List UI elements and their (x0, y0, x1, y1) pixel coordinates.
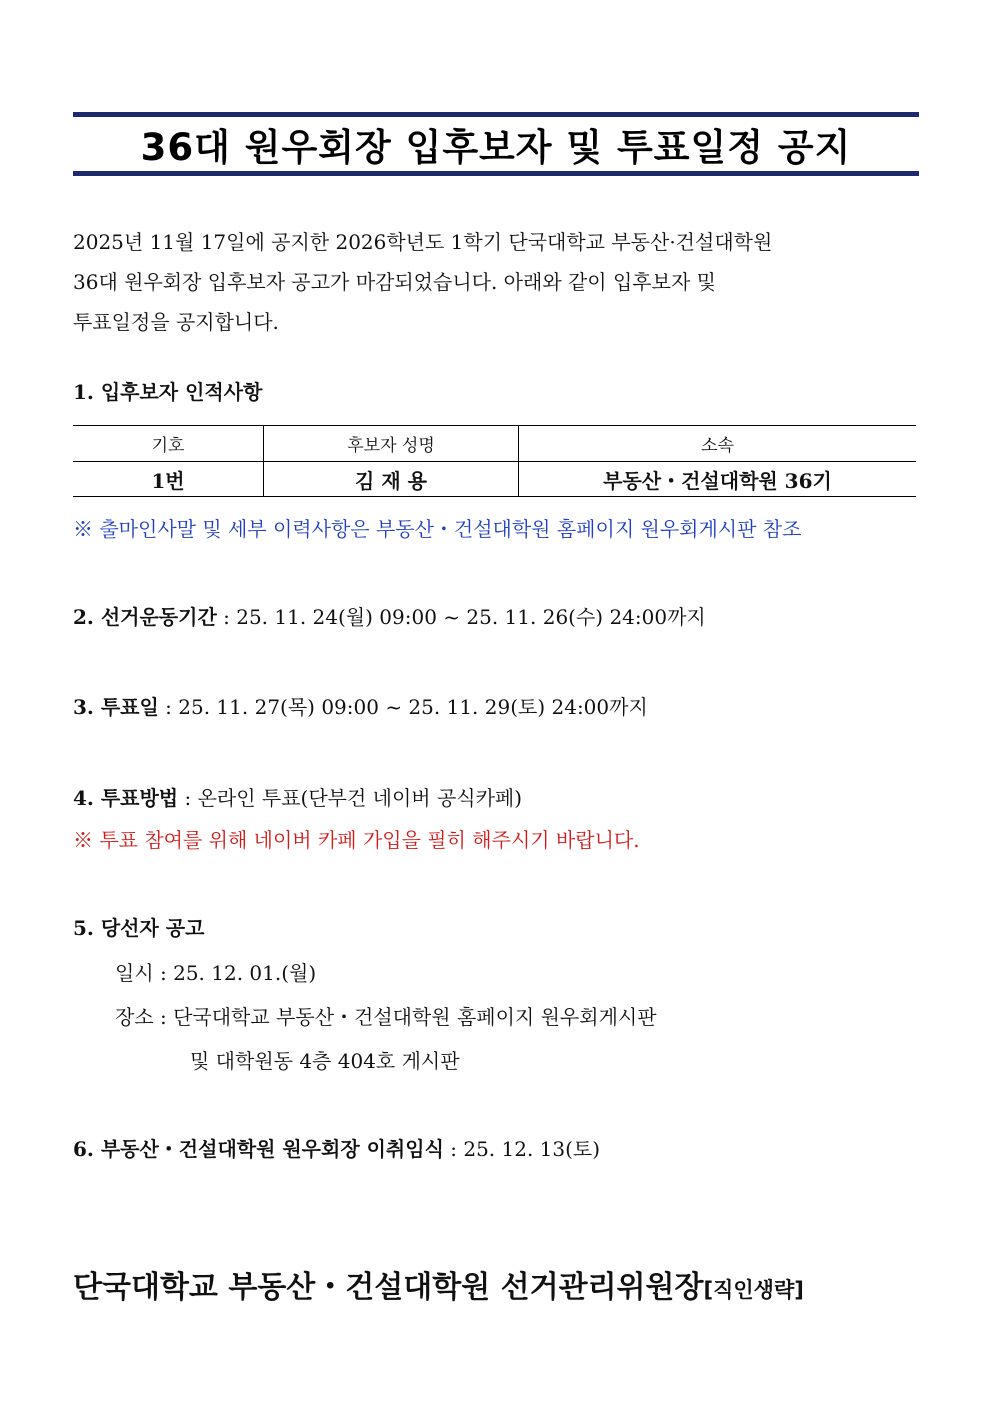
intro-paragraph (73, 222, 923, 342)
announcement-place: 장소 : 단국대학교 부동산・건설대학원 홈페이지 원우회게시판 (115, 1005, 657, 1029)
announcement-date: 일시 : 25. 12. 01.(월) (115, 961, 317, 985)
page-title: 36대 원우회장 입후보자 및 투표일정 공지 (140, 126, 852, 169)
table-row (73, 462, 916, 497)
candidate-name: 김 재 용 (264, 462, 519, 497)
section3-voting-date: 3. 투표일 : 25. 11. 27(목) 09:00 ~ 25. 11. 29(토) 24:00까지 (73, 695, 648, 719)
section4-voting-method: 4. 투표방법 : 온라인 투표(단부건 네이버 공식카페) (73, 786, 523, 810)
section1-heading: 1. 입후보자 인적사항 (73, 380, 263, 404)
table-header-name: 후보자 성명 (264, 426, 519, 462)
table-header-affiliation: 소속 (519, 426, 917, 462)
intro-line: 투표일정을 공지합니다. (73, 310, 279, 334)
section2-campaign-period: 2. 선거운동기간 : 25. 11. 24(월) 09:00 ~ 25. 11. 26(수) 24:00까지 (73, 605, 706, 629)
candidate-number: 1번 (73, 462, 264, 497)
candidate-affiliation: 부동산・건설대학원 36기 (519, 462, 917, 497)
section6-inauguration: 6. 부동산・건설대학원 원우회장 이취임식 : 25. 12. 13(토) (73, 1137, 601, 1161)
table-header-number: 기호 (73, 426, 264, 462)
title-banner (73, 112, 919, 176)
profile-note: ※ 출마인사말 및 세부 이력사항은 부동산・건설대학원 홈페이지 원우회게시판 참조 (73, 517, 802, 541)
issuer-signature (73, 1262, 804, 1306)
seal-omitted: [직인생략] (703, 1278, 804, 1302)
intro-line: 36대 원우회장 입후보자 공고가 마감되었습니다. 아래와 같이 입후보자 및 (73, 270, 716, 294)
intro-line: 2025년 11월 17일에 공지한 2026학년도 1학기 단국대학교 부동산·건설대학원 (73, 230, 773, 254)
issuer-name: 단국대학교 부동산・건설대학원 선거관리위원장 (73, 1270, 704, 1305)
section5-heading: 5. 당선자 공고 (73, 916, 205, 940)
announcement-place-cont: 및 대학원동 4층 404호 게시판 (190, 1049, 460, 1073)
candidate-table (73, 425, 916, 497)
cafe-join-note: ※ 투표 참여를 위해 네이버 카페 가입을 필히 해주시기 바랍니다. (73, 828, 640, 852)
table-header-row (73, 426, 916, 462)
